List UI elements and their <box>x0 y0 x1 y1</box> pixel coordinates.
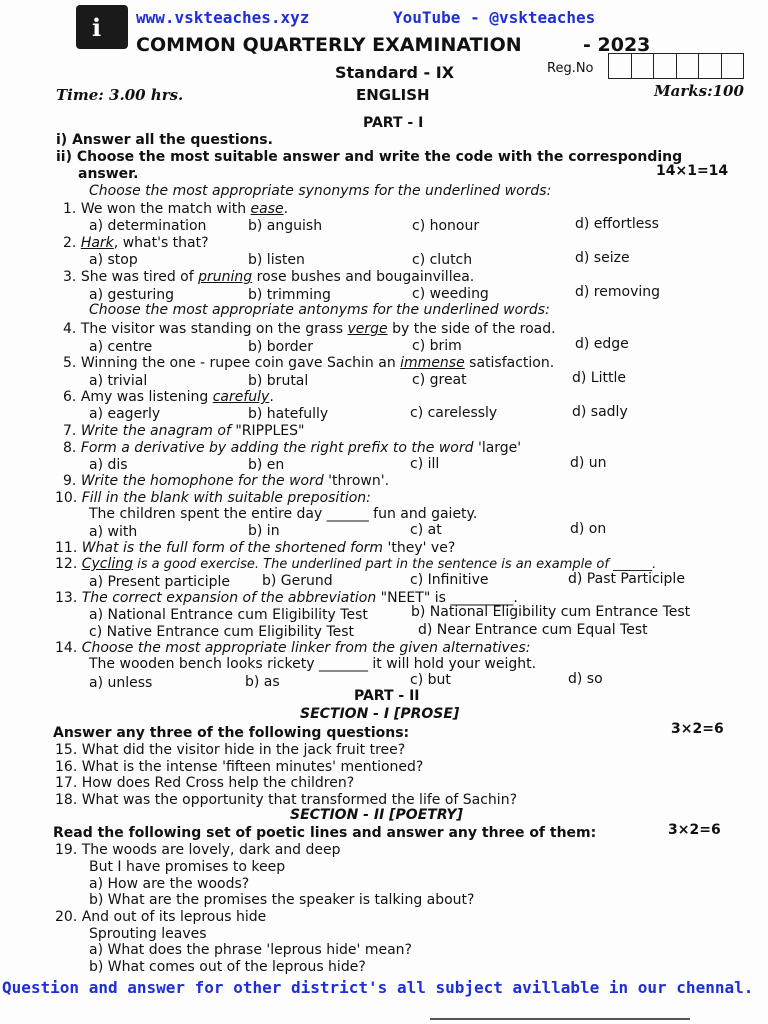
question-1: 1. We won the match with ease. <box>63 201 289 217</box>
section1-title: SECTION - I [PROSE] <box>300 706 460 722</box>
youtube-link[interactable]: YouTube - @vskteaches <box>393 8 596 27</box>
q12-option-c: c) Infinitive <box>410 572 489 588</box>
instruction-1: i) Answer all the questions. <box>56 132 273 148</box>
q8-option-b: b) en <box>248 457 285 473</box>
question-15: 15. What did the visitor hide in the jack fruit tree? <box>55 742 406 758</box>
q3-option-a: a) gesturing <box>89 287 175 303</box>
question-8: 8. Form a derivative by adding the right prefix to the word 'large' <box>63 440 522 456</box>
marks-label: Marks:100 <box>654 82 744 100</box>
section2-title: SECTION - II [POETRY] <box>290 807 463 823</box>
q13-option-b: b) National Eligibility cum Entrance Test <box>411 604 691 620</box>
q2-option-b: b) listen <box>248 252 305 268</box>
q1-option-d: d) effortless <box>575 216 659 232</box>
part1-title: PART - I <box>363 115 424 131</box>
q12-option-b: b) Gerund <box>262 573 333 589</box>
q6-option-b: b) hatefully <box>248 406 329 422</box>
q2-option-d: d) seize <box>575 250 630 266</box>
synonyms-heading: Choose the most appropriate synonyms for the underlined words: <box>89 183 552 199</box>
q4-option-c: c) brim <box>412 338 462 354</box>
section2-marks: 3×2=6 <box>668 822 721 838</box>
section2-instruction: Read the following set of poetic lines and answer any three of them: <box>53 825 597 841</box>
q2-option-c: c) clutch <box>412 252 473 268</box>
question-16: 16. What is the intense 'fifteen minutes' mentioned? <box>55 759 424 775</box>
q19-line-2: But I have promises to keep <box>89 859 286 875</box>
question-3: 3. She was tired of pruning rose bushes and bougainvillea. <box>63 269 475 285</box>
q4-option-b: b) border <box>248 339 314 355</box>
q12-option-d: d) Past Participle <box>568 571 685 587</box>
question-7: 7. Write the anagram of "RIPPLES" <box>63 423 305 439</box>
section1-instruction: Answer any three of the following questions: <box>53 725 410 741</box>
q8-option-c: c) ill <box>410 456 440 472</box>
q5-option-d: d) Little <box>572 370 626 386</box>
q14-option-b: b) as <box>245 674 280 690</box>
question-18: 18. What was the opportunity that transformed the life of Sachin? <box>55 792 517 808</box>
q12-option-a: a) Present participle <box>89 574 231 590</box>
q20-sub-b: b) What comes out of the leprous hide? <box>89 959 366 975</box>
q13-option-c: c) Native Entrance cum Eligibility Test <box>89 624 354 640</box>
q13-option-a: a) National Entrance cum Eligibility Test <box>89 607 368 623</box>
q1-option-b: b) anguish <box>248 218 323 234</box>
part1-marks: 14×1=14 <box>656 163 729 179</box>
footer-note: Question and answer for other district's all subject avillable in our chennal. <box>2 978 754 997</box>
reg-no-label: Reg.No <box>547 61 594 76</box>
exam-title: COMMON QUARTERLY EXAMINATION <box>136 34 522 56</box>
q10-sentence: The children spent the entire day ______ fun and gaiety. <box>89 506 478 522</box>
q20-line-2: Sprouting leaves <box>89 926 207 942</box>
question-9: 9. Write the homophone for the word 'thrown'. <box>63 473 390 489</box>
instruction-2b: answer. <box>78 166 139 182</box>
q5-option-c: c) great <box>412 372 467 388</box>
part2-title: PART - II <box>354 688 420 704</box>
question-5: 5. Winning the one - rupee coin gave Sachin an immense satisfaction. <box>63 355 555 371</box>
q14-option-d: d) so <box>568 671 603 687</box>
website-link[interactable]: www.vskteaches.xyz <box>136 8 310 27</box>
question-12: 12. Cycling is a good exercise. The underlined part in the sentence is an example of ______. <box>55 556 657 572</box>
q4-option-a: a) centre <box>89 339 153 355</box>
question-6: 6. Amy was listening carefuly. <box>63 389 274 405</box>
q14-option-c: c) but <box>410 672 451 688</box>
section1-marks: 3×2=6 <box>671 721 724 737</box>
q20-sub-a: a) What does the phrase 'leprous hide' mean? <box>89 942 412 958</box>
q5-option-b: b) brutal <box>248 373 309 389</box>
q5-option-a: a) trivial <box>89 373 148 389</box>
q14-sentence: The wooden bench looks rickety _______ it will hold your weight. <box>89 656 537 672</box>
q6-option-c: c) carelessly <box>410 405 498 421</box>
q3-option-b: b) trimming <box>248 287 331 303</box>
subject-label: ENGLISH <box>356 86 430 104</box>
q6-option-a: a) eagerly <box>89 406 161 422</box>
q10-option-d: d) on <box>570 521 607 537</box>
q10-option-a: a) with <box>89 524 138 540</box>
q3-option-c: c) weeding <box>412 286 489 302</box>
q14-option-a: a) unless <box>89 675 153 691</box>
question-17: 17. How does Red Cross help the children? <box>55 775 355 791</box>
logo-box <box>76 5 128 49</box>
bottom-divider <box>430 1018 690 1020</box>
standard-label: Standard - IX <box>335 63 455 82</box>
q8-option-d: d) un <box>570 455 607 471</box>
q6-option-d: d) sadly <box>572 404 628 420</box>
q19-sub-b: b) What are the promises the speaker is talking about? <box>89 892 475 908</box>
question-10: 10. Fill in the blank with suitable preposition: <box>55 490 371 506</box>
exam-year: - 2023 <box>583 34 651 56</box>
question-19: 19. The woods are lovely, dark and deep <box>55 842 341 858</box>
q1-option-c: c) honour <box>412 218 480 234</box>
q8-option-a: a) dis <box>89 457 128 473</box>
q4-option-d: d) edge <box>575 336 629 352</box>
q10-option-c: c) at <box>410 522 442 538</box>
antonyms-heading: Choose the most appropriate antonyms for the underlined words: <box>89 302 550 318</box>
time-label: Time: 3.00 hrs. <box>56 86 184 104</box>
instruction-2a: ii) Choose the most suitable answer and write the code with the corresponding <box>56 149 683 165</box>
question-2: 2. Hark, what's that? <box>63 235 209 251</box>
reg-no-boxes[interactable] <box>608 53 744 79</box>
question-11: 11. What is the full form of the shortened form 'they' ve? <box>55 540 456 556</box>
question-4: 4. The visitor was standing on the grass verge by the side of the road. <box>63 321 556 337</box>
logo-letter: i <box>92 13 102 42</box>
q10-option-b: b) in <box>248 523 280 539</box>
question-14: 14. Choose the most appropriate linker from the given alternatives: <box>55 640 531 656</box>
q13-option-d: d) Near Entrance cum Equal Test <box>418 622 648 638</box>
q19-sub-a: a) How are the woods? <box>89 876 250 892</box>
question-13: 13. The correct expansion of the abbreviation "NEET" is _________. <box>55 590 518 606</box>
question-20: 20. And out of its leprous hide <box>55 909 267 925</box>
q2-option-a: a) stop <box>89 252 138 268</box>
q3-option-d: d) removing <box>575 284 660 300</box>
q1-option-a: a) determination <box>89 218 207 234</box>
